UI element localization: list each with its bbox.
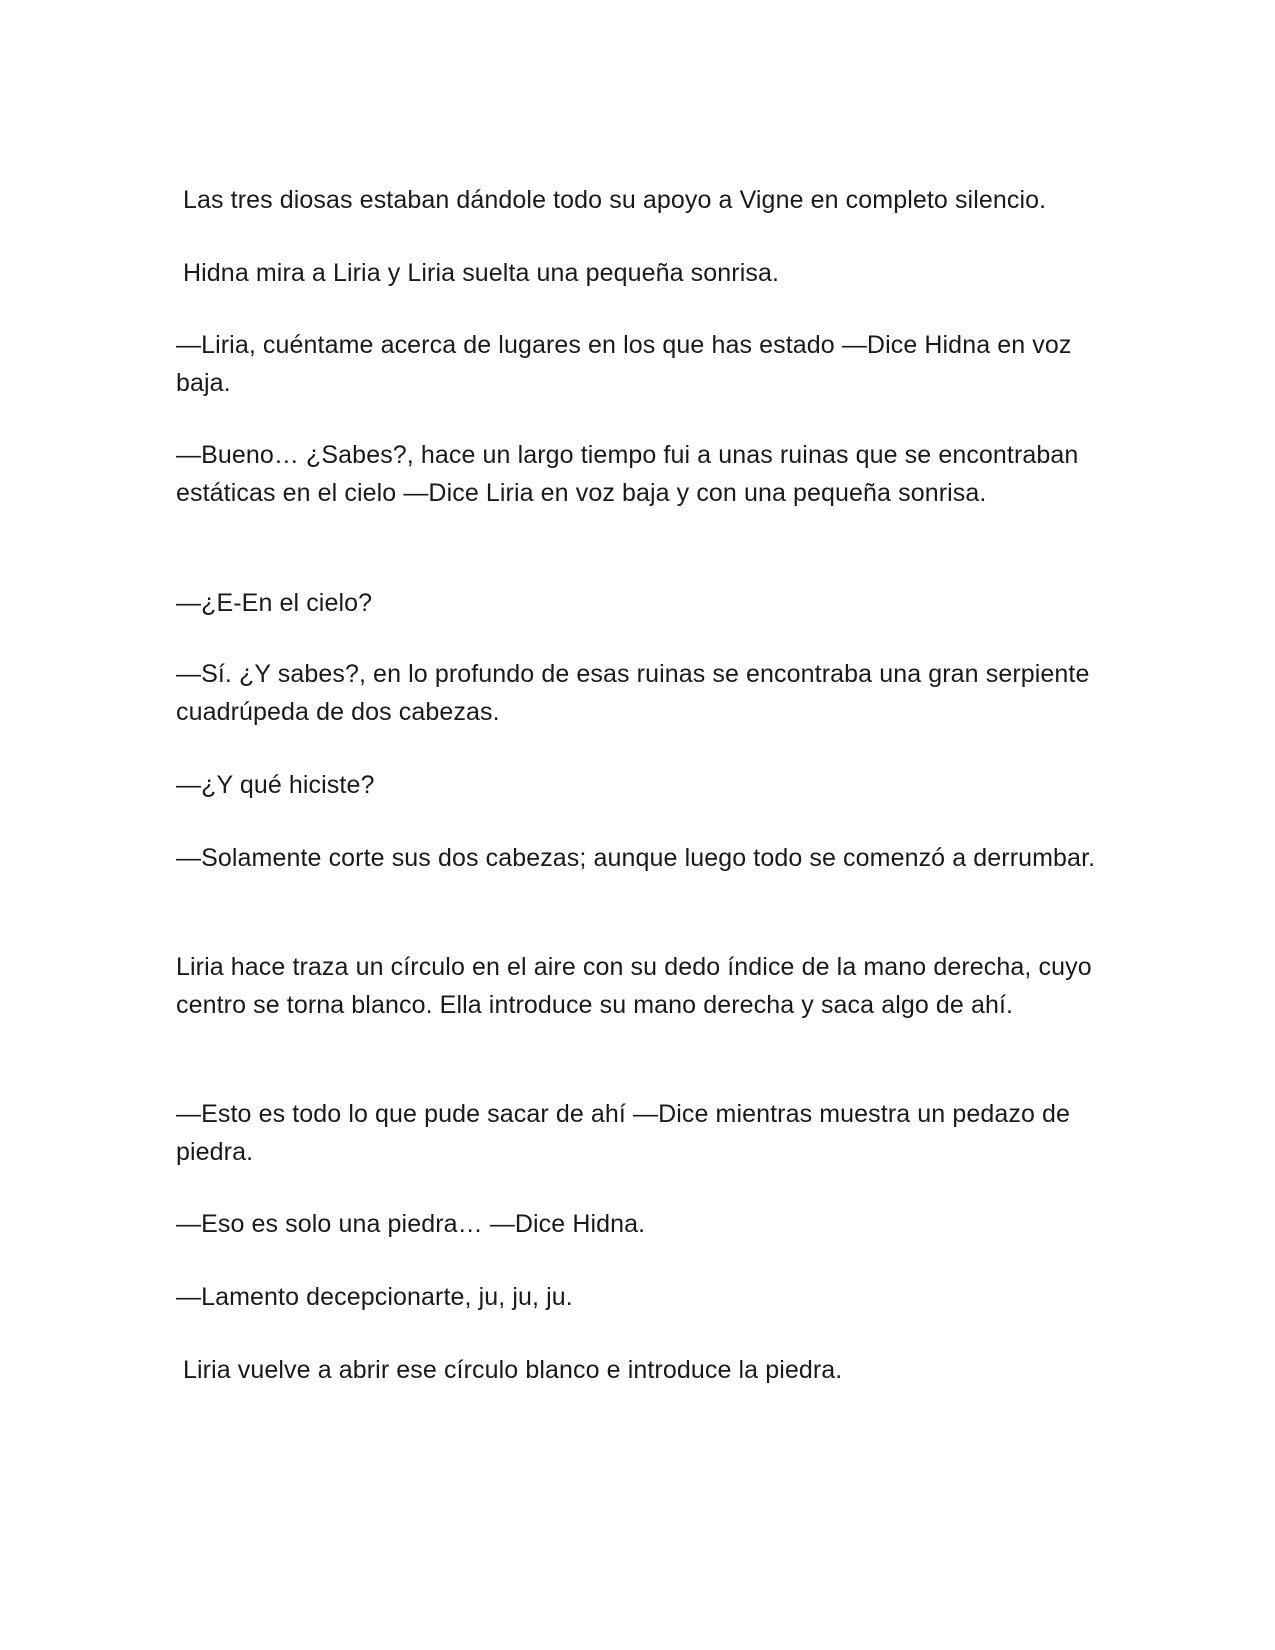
- paragraph-7: —¿Y qué hiciste?: [176, 771, 375, 799]
- paragraph-9: Liria hace traza un círculo en el aire con su dedo índice de la mano derecha, cuyo centro se torna blanco. Ella introduce su mano derecha y saca algo de ahí.: [176, 953, 1092, 1019]
- paragraph-1: Las tres diosas estaban dándole todo su apoyo a Vigne en completo silencio.: [183, 186, 1047, 214]
- paragraph-2: Hidna mira a Liria y Liria suelta una pequeña sonrisa.: [183, 259, 780, 287]
- paragraph-13: Liria vuelve a abrir ese círculo blanco e introduce la piedra.: [183, 1356, 843, 1384]
- paragraph-12: —Lamento decepcionarte, ju, ju, ju.: [176, 1283, 573, 1311]
- paragraph-6: —Sí. ¿Y sabes?, en lo profundo de esas ruinas se encontraba una gran serpiente cuadrúpeda de dos cabezas.: [176, 660, 1090, 726]
- paragraph-10: —Esto es todo lo que pude sacar de ahí —Dice mientras muestra un pedazo de piedra.: [176, 1100, 1071, 1166]
- paragraph-3: —Liria, cuéntame acerca de lugares en los que has estado —Dice Hidna en voz baja.: [176, 331, 1072, 397]
- paragraph-4: —Bueno… ¿Sabes?, hace un largo tiempo fui a unas ruinas que se encontraban estáticas en el cielo —Dice Liria en voz baja y con una pequeña sonrisa.: [176, 441, 1079, 507]
- paragraph-11: —Eso es solo una piedra… —Dice Hidna.: [176, 1210, 646, 1238]
- paragraph-5: —¿E-En el cielo?: [176, 589, 373, 617]
- paragraph-8: —Solamente corte sus dos cabezas; aunque luego todo se comenzó a derrumbar.: [176, 844, 1096, 872]
